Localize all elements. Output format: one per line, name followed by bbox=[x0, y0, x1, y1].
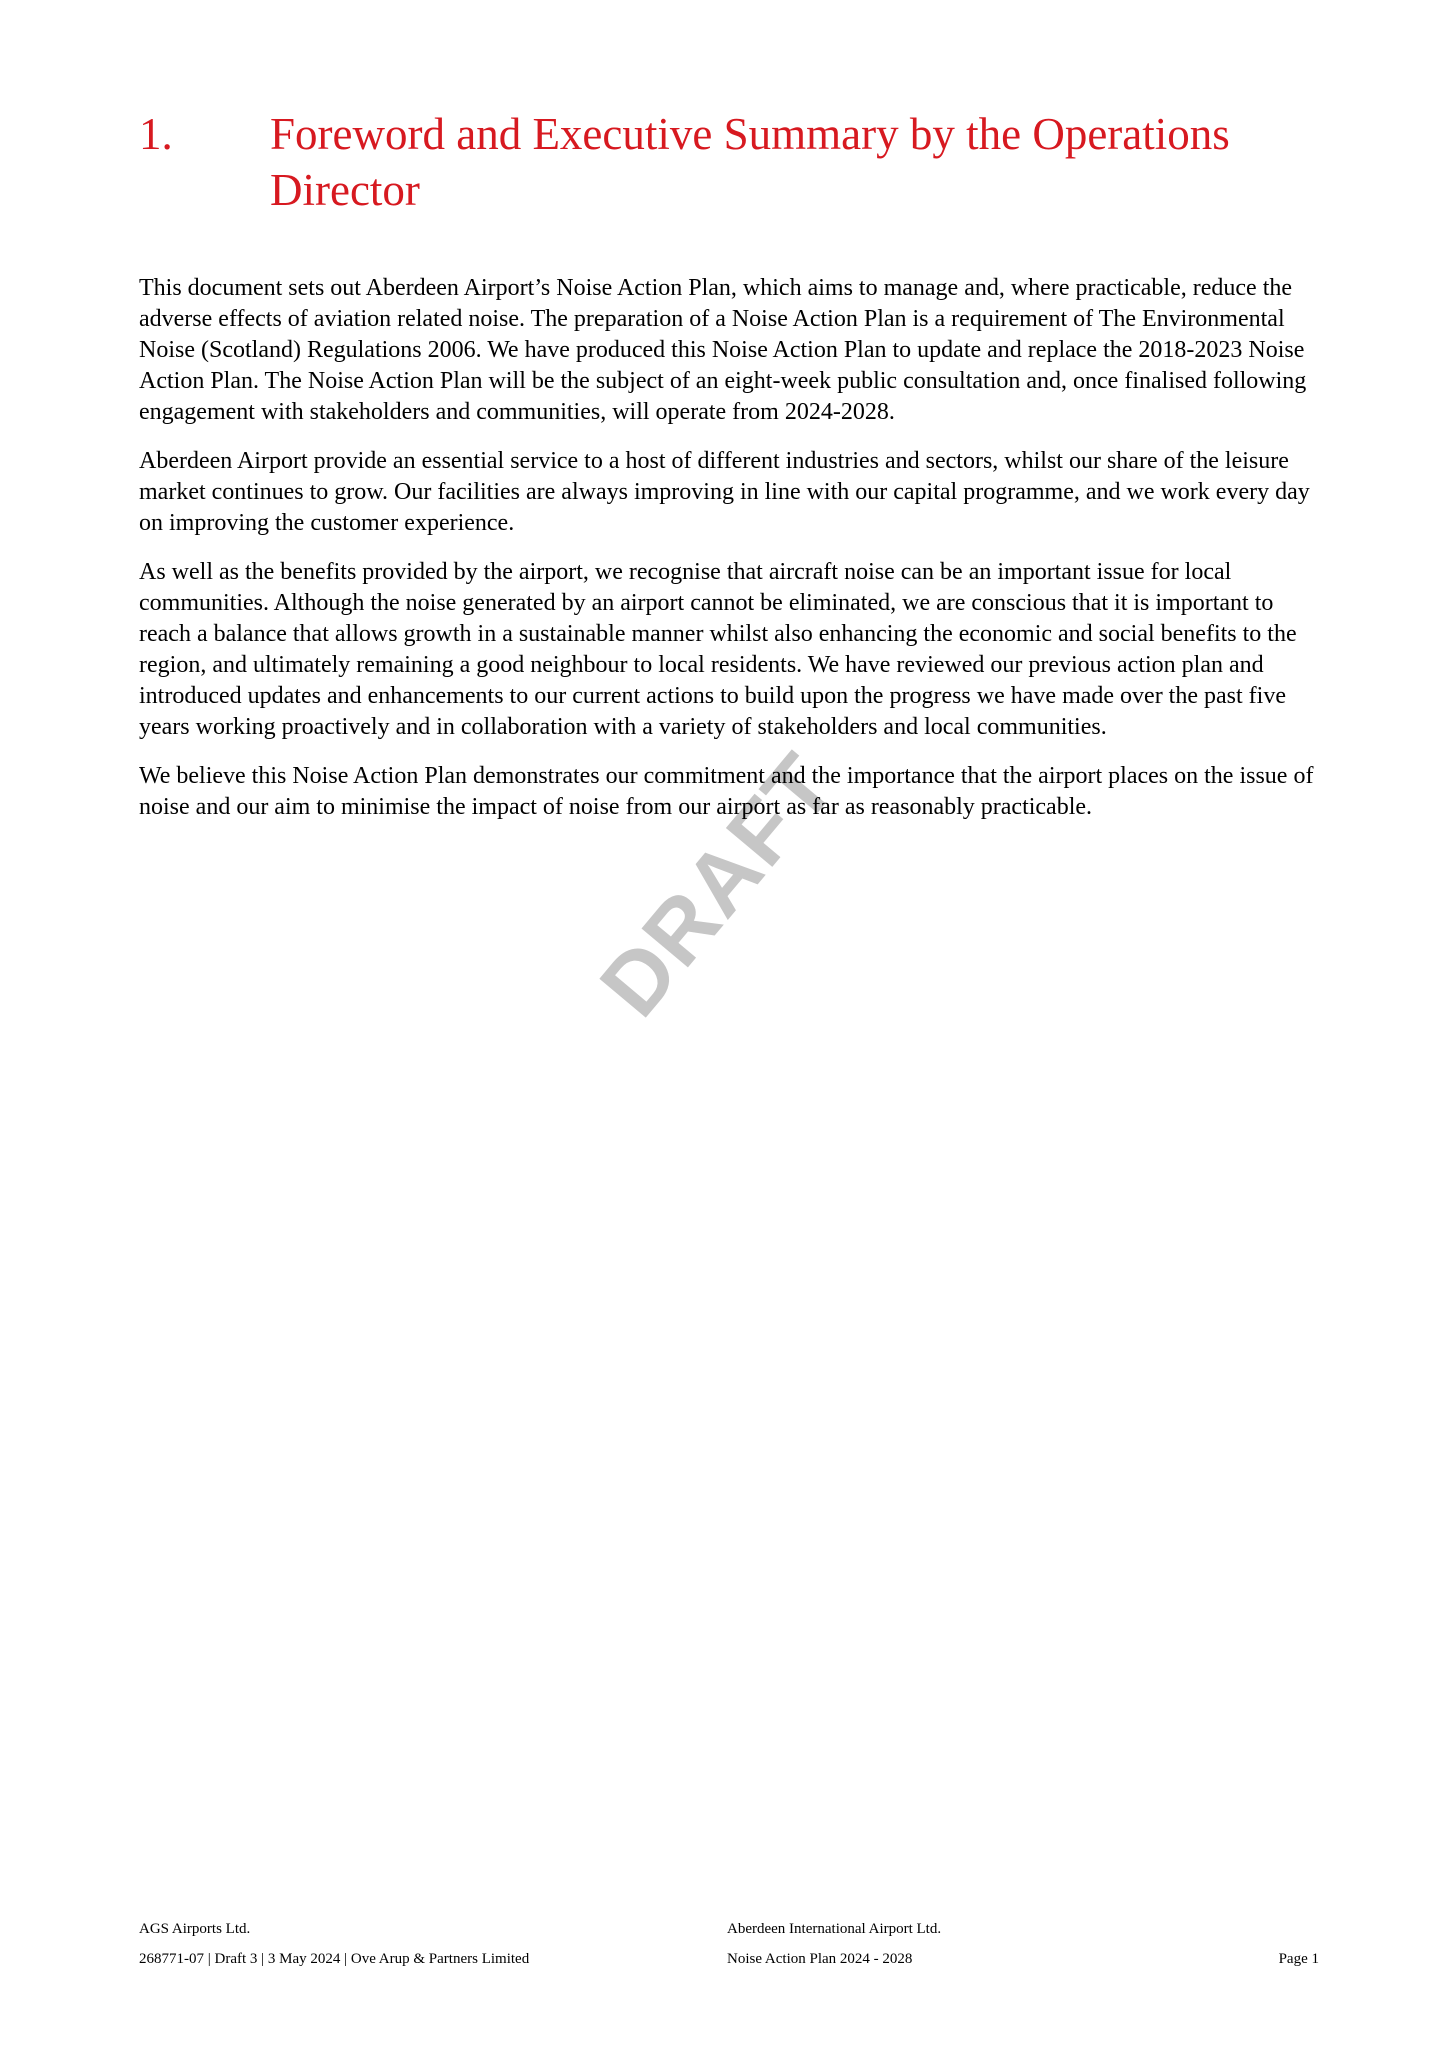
footer-document-reference: 268771-07 | Draft 3 | 3 May 2024 | Ove Arup & Partners Limited bbox=[139, 1951, 530, 1967]
paragraph: As well as the benefits provided by the airport, we recognise that aircraft noise can be an important issue for local communities. Although the noise generated by an airport cannot be eliminated, we are conscious that it is important to reach a balance that allows growth in a sustainable manner whilst also enhancing the economic and social benefits to the region, and ultimately remaining a good neighbour to local residents. We have reviewed our previous action plan and introduced updates and enhancements to our current actions to build upon the progress we have made over the past five years working proactively and in collaboration with a variety of stakeholders and local communities. bbox=[139, 559, 1297, 740]
body-text bbox=[139, 273, 1319, 841]
footer-client: Aberdeen International Airport Ltd. bbox=[727, 1921, 942, 1937]
footer-document-title: Noise Action Plan 2024 - 2028 bbox=[727, 1951, 913, 1967]
footer-page-number: Page 1 bbox=[1278, 1951, 1319, 1967]
paragraph: Aberdeen Airport provide an essential service to a host of different industries and sectors, whilst our share of the leisure market continues to grow. Our facilities are always improving in line with our capital programme, and we work every day on improving the customer experience. bbox=[139, 448, 1310, 536]
draft-watermark: DRAFT bbox=[580, 734, 855, 1035]
footer-company: AGS Airports Ltd. bbox=[139, 1921, 251, 1937]
section-title: Foreword and Executive Summary by the Operations Director bbox=[270, 109, 1230, 215]
paragraph: We believe this Noise Action Plan demonstrates our commitment and the importance that the airport places on the issue of noise and our aim to minimise the impact of noise from our airport as far as reasonably practicable. bbox=[139, 763, 1314, 820]
paragraph: This document sets out Aberdeen Airport’s Noise Action Plan, which aims to manage and, where practicable, reduce the adverse effects of aviation related noise. The preparation of a Noise Action Plan is a requirement of The Environmental Noise (Scotland) Regulations 2006. We have produced this Noise Action Plan to update and replace the 2018-2023 Noise Action Plan. The Noise Action Plan will be the subject of an eight-week public consultation and, once finalised following engagement with stakeholders and communities, will operate from 2024-2028. bbox=[139, 275, 1307, 425]
section-number: 1. bbox=[139, 109, 173, 159]
section-heading bbox=[139, 106, 1329, 218]
